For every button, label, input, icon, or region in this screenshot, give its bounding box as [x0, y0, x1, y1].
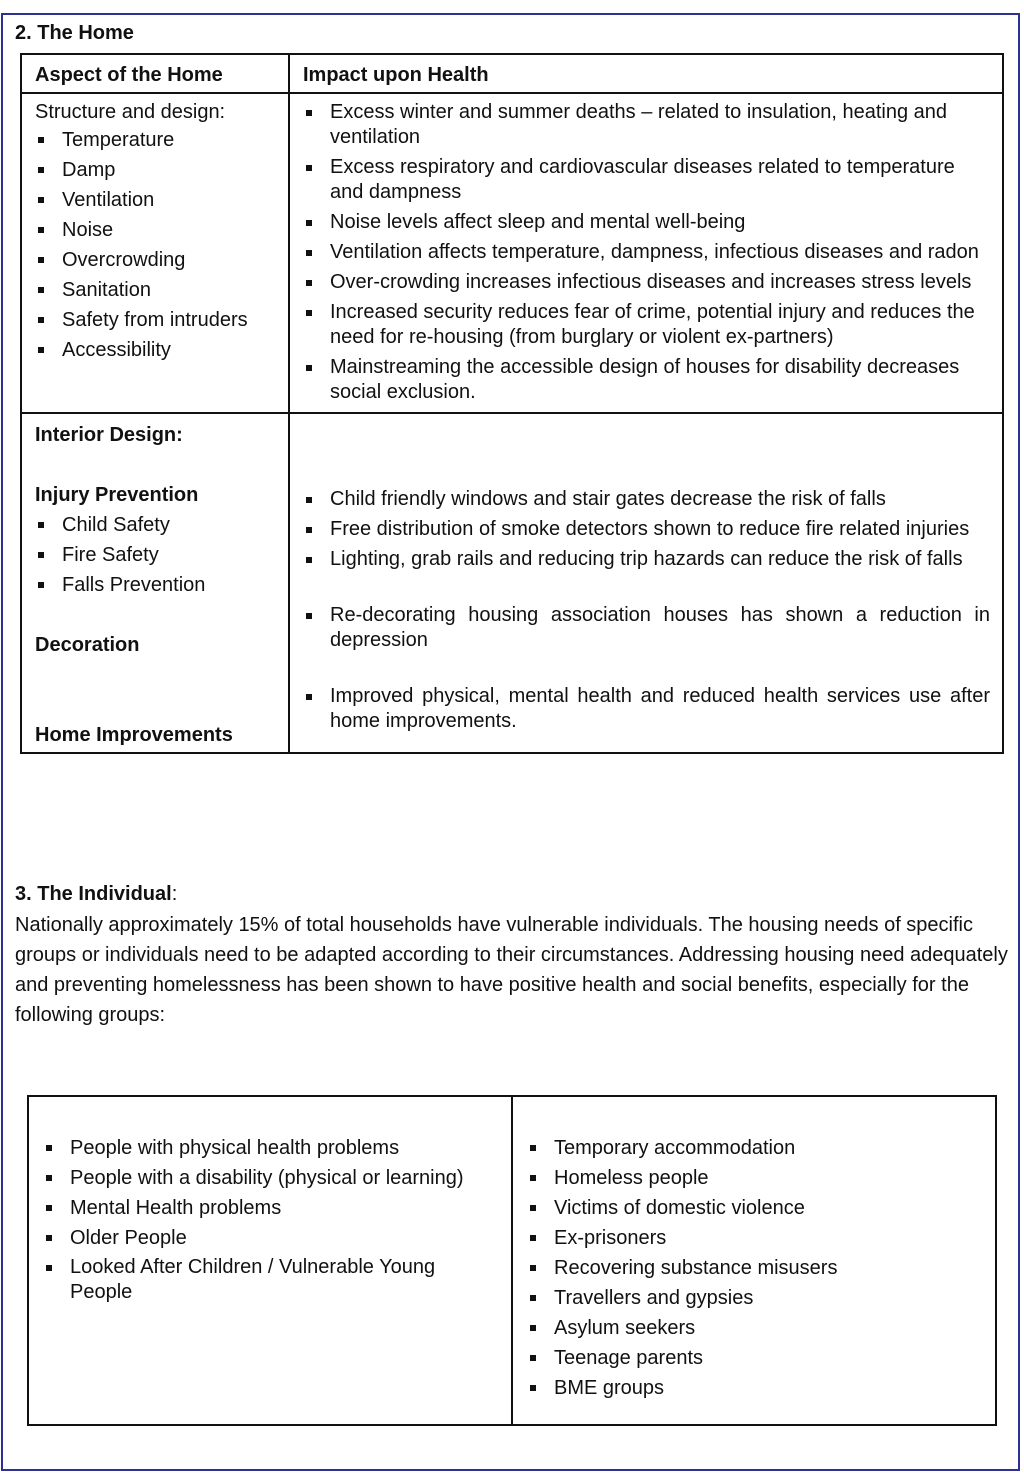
section-heading-home: 2. The Home	[15, 22, 134, 44]
list-item: Over-crowding increases infectious diseases and increases stress levels	[303, 270, 990, 295]
structure-aspect-list	[35, 125, 276, 365]
list-item: Ex-prisoners	[527, 1223, 981, 1253]
list-item: Noise levels affect sleep and mental well-being	[303, 210, 990, 235]
column-header-aspect: Aspect of the Home	[21, 54, 289, 93]
list-item: Asylum seekers	[527, 1313, 981, 1343]
list-item: BME groups	[527, 1373, 981, 1403]
list-item: Victims of domestic violence	[527, 1193, 981, 1223]
injury-prevention-label: Injury Prevention	[35, 484, 199, 506]
list-item: Ventilation affects temperature, dampness, infectious diseases and radon	[303, 240, 990, 265]
table-row-structure	[21, 93, 1003, 413]
individual-paragraph: Nationally approximately 15% of total households have vulnerable individuals. The housing needs of specific groups or individuals need to be adapted according to their circumstances. Addressing housing need adequately and preventing homelessness has been shown to have positive health and social benefits, especially for the following groups:	[15, 914, 1008, 1026]
list-item: Re-decorating housing association houses has shown a reduction in depression	[303, 603, 990, 653]
table-row	[28, 1096, 996, 1425]
list-item: Improved physical, mental health and reduced health services use after home improvements.	[303, 684, 990, 734]
list-item: Child friendly windows and stair gates decrease the risk of falls	[303, 487, 990, 512]
list-item: Increased security reduces fear of crime, potential injury and reduces the need for re-housing (from burglary or violent ex-partners)	[303, 300, 990, 350]
aspect-cell-structure	[21, 93, 289, 413]
table-row-interior	[21, 413, 1003, 753]
list-item: Excess respiratory and cardiovascular diseases related to temperature and dampness	[303, 155, 990, 205]
list-item: Homeless people	[527, 1163, 981, 1193]
list-item: Mental Health problems	[43, 1193, 497, 1223]
home-health-table	[20, 53, 1004, 754]
impact-cell-structure	[289, 93, 1003, 413]
list-item: Excess winter and summer deaths – related to insulation, heating and ventilation	[303, 100, 990, 150]
groups-cell-right	[512, 1096, 996, 1425]
list-item: Temperature	[35, 125, 276, 155]
improvements-impact-list	[303, 684, 990, 734]
list-item: Temporary accommodation	[527, 1133, 981, 1163]
groups-list-left	[43, 1133, 497, 1305]
list-item: Recovering substance misusers	[527, 1253, 981, 1283]
list-item: Accessibility	[35, 335, 276, 365]
list-item: People with physical health problems	[43, 1133, 497, 1163]
home-improvements-label: Home Improvements	[35, 724, 233, 746]
decoration-label: Decoration	[35, 634, 140, 656]
list-item: Damp	[35, 155, 276, 185]
injury-prevention-list	[35, 510, 276, 600]
groups-cell-left	[28, 1096, 512, 1425]
list-item: Looked After Children / Vulnerable Young People	[43, 1255, 497, 1305]
list-item: Falls Prevention	[35, 570, 276, 600]
interior-design-label: Interior Design:	[35, 424, 183, 446]
structure-impact-list	[303, 100, 990, 405]
list-item: Fire Safety	[35, 540, 276, 570]
list-item: Ventilation	[35, 185, 276, 215]
list-item: Safety from intruders	[35, 305, 276, 335]
list-item: Child Safety	[35, 510, 276, 540]
groups-list-right	[527, 1133, 981, 1403]
structure-design-label: Structure and design:	[35, 101, 226, 123]
column-header-impact: Impact upon Health	[289, 54, 1003, 93]
aspect-cell-interior	[21, 413, 289, 753]
impact-cell-interior	[289, 413, 1003, 753]
section-heading-individual-text: 3. The Individual	[15, 883, 172, 905]
list-item: Noise	[35, 215, 276, 245]
list-item: Travellers and gypsies	[527, 1283, 981, 1313]
list-item: Older People	[43, 1223, 497, 1253]
list-item: Mainstreaming the accessible design of houses for disability decreases social exclusion.	[303, 355, 990, 405]
section-heading-individual	[15, 882, 177, 906]
list-item: Sanitation	[35, 275, 276, 305]
list-item: Lighting, grab rails and reducing trip hazards can reduce the risk of falls	[303, 547, 990, 572]
list-item: Free distribution of smoke detectors shown to reduce fire related injuries	[303, 517, 990, 542]
list-item: People with a disability (physical or learning)	[43, 1163, 497, 1193]
injury-impact-list	[303, 487, 990, 572]
decoration-impact-list	[303, 603, 990, 653]
list-item: Teenage parents	[527, 1343, 981, 1373]
list-item: Overcrowding	[35, 245, 276, 275]
table-header-row	[21, 54, 1003, 93]
heading-colon: :	[171, 883, 178, 905]
vulnerable-groups-table	[27, 1095, 997, 1426]
